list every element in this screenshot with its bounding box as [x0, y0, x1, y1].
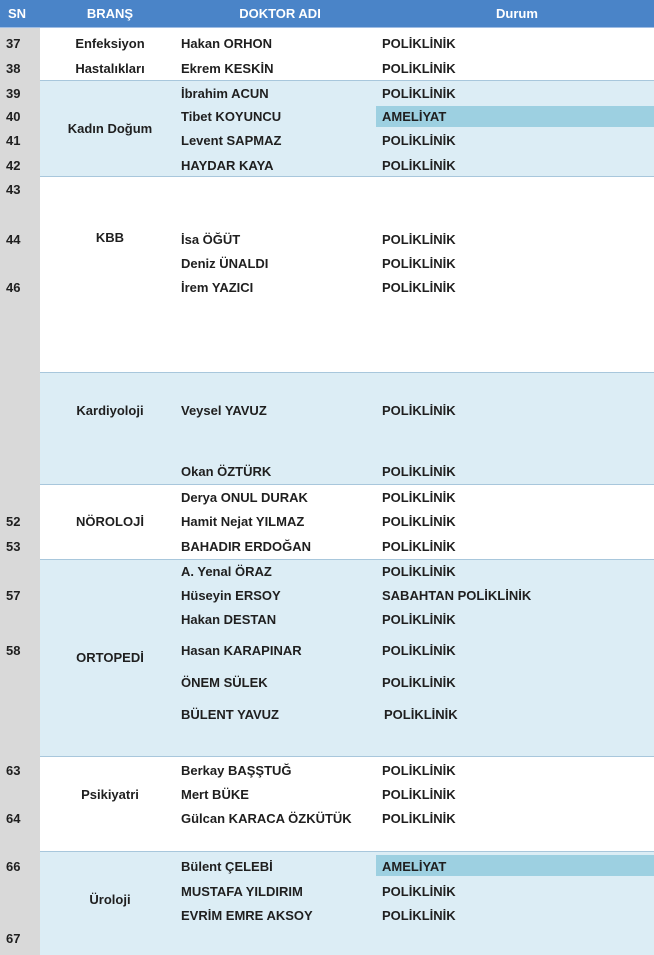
doctor-status: POLİKLİNİK — [382, 539, 456, 554]
doctor-status: POLİKLİNİK — [382, 36, 456, 51]
sn-number: 39 — [6, 86, 21, 101]
doctor-name: Gülcan KARACA ÖZKÜTÜK — [181, 811, 352, 826]
doctor-status: AMELİYAT — [382, 859, 447, 874]
band-kbb — [40, 177, 654, 372]
doctor-name: İrem YAZICI — [181, 280, 254, 295]
doctor-name: Hasan KARAPINAR — [181, 643, 302, 658]
doctor-name: Ekrem KESKİN — [181, 61, 274, 76]
sn-number: 38 — [6, 61, 21, 76]
sn-number: 57 — [6, 588, 21, 603]
sn-number: 43 — [6, 182, 21, 197]
band-divider — [40, 176, 654, 177]
doctor-name: Okan ÖZTÜRK — [181, 464, 272, 479]
band-kardiyoloji — [40, 373, 654, 484]
sn-number: 37 — [6, 36, 21, 51]
doctor-name: Derya ONUL DURAK — [181, 490, 308, 505]
doctor-name: Veysel YAVUZ — [181, 403, 267, 418]
doctor-status: POLİKLİNİK — [382, 787, 456, 802]
sn-number: 64 — [6, 811, 21, 826]
doctor-name: İbrahim ACUN — [181, 86, 269, 101]
doctor-name: Bülent ÇELEBİ — [181, 859, 273, 874]
doctor-status: POLİKLİNİK — [382, 280, 456, 295]
band-divider — [40, 559, 654, 560]
doctor-name: Levent SAPMAZ — [181, 133, 282, 148]
sn-number: 44 — [6, 232, 21, 247]
doctor-status: POLİKLİNİK — [382, 884, 456, 899]
doctor-name: Hakan ORHON — [181, 36, 273, 51]
doctor-name: BÜLENT YAVUZ — [181, 707, 279, 722]
sn-number: 42 — [6, 158, 21, 173]
header-doktor: DOKTOR ADI — [239, 6, 321, 21]
doctor-name: EVRİM EMRE AKSOY — [181, 908, 313, 923]
doctor-status: POLİKLİNİK — [382, 763, 456, 778]
branch-kadin-dogum: Kadın Doğum — [67, 121, 153, 136]
doctor-name: A. Yenal ÖRAZ — [181, 564, 272, 579]
doctor-name: Deniz ÜNALDI — [181, 256, 269, 271]
branch-psikiyatri: Psikiyatri — [81, 787, 139, 802]
branch-ortopedi: ORTOPEDİ — [76, 650, 144, 665]
sn-number: 41 — [6, 133, 21, 148]
doctor-status: POLİKLİNİK — [382, 612, 456, 627]
doctor-name: Tibet KOYUNCU — [181, 109, 282, 124]
doctor-status: POLİKLİNİK — [382, 908, 456, 923]
sn-number: 53 — [6, 539, 21, 554]
band-divider — [40, 756, 654, 757]
doctor-name: HAYDAR KAYA — [181, 158, 274, 173]
header-sn: SN — [7, 6, 27, 21]
doctor-status: POLİKLİNİK — [382, 158, 456, 173]
branch-noroloji: NÖROLOJİ — [76, 514, 144, 529]
doctor-status: POLİKLİNİK — [382, 811, 456, 826]
doctor-status: POLİKLİNİK — [382, 643, 456, 658]
band-divider — [40, 851, 654, 852]
branch-uroloji: Üroloji — [89, 892, 131, 907]
branch-kardiyoloji: Kardiyoloji — [76, 403, 144, 418]
doctor-name: MUSTAFA YILDIRIM — [181, 884, 303, 899]
doctor-status: POLİKLİNİK — [382, 564, 456, 579]
band-divider — [40, 372, 654, 373]
header-brans: BRANŞ — [86, 6, 134, 21]
doctor-name: Hamit Nejat YILMAZ — [181, 514, 305, 529]
doctor-status: POLİKLİNİK — [382, 490, 456, 505]
doctor-name: İsa ÖĞÜT — [181, 232, 241, 247]
doctor-name: Mert BÜKE — [181, 787, 249, 802]
header-durum: Durum — [496, 6, 538, 21]
table-header — [0, 0, 654, 28]
sn-number: 66 — [6, 859, 21, 874]
sn-number: 58 — [6, 643, 21, 658]
sn-number: 63 — [6, 763, 21, 778]
band-divider — [40, 80, 654, 81]
doctor-status: POLİKLİNİK — [382, 256, 456, 271]
doctor-name: Hüseyin ERSOY — [181, 588, 281, 603]
doctor-status: POLİKLİNİK — [382, 232, 456, 247]
branch-enfeksiyon-line2: Hastalıkları — [75, 61, 145, 76]
sn-number: 67 — [6, 931, 21, 946]
doctor-name: Berkay BAŞŞTUĞ — [181, 763, 292, 778]
doctor-status: AMELİYAT — [382, 109, 447, 124]
doctor-name: Hakan DESTAN — [181, 612, 277, 627]
branch-kbb: KBB — [95, 230, 125, 245]
doctor-status: POLİKLİNİK — [382, 86, 456, 101]
doctor-status: SABAHTAN POLİKLİNİK — [382, 588, 532, 603]
doctor-name: ÖNEM SÜLEK — [181, 675, 268, 690]
band-divider — [40, 484, 654, 485]
doctor-status: POLİKLİNİK — [382, 675, 456, 690]
sn-number: 40 — [6, 109, 21, 124]
doctor-status: POLİKLİNİK — [382, 514, 456, 529]
doctor-status: POLİKLİNİK — [382, 464, 456, 479]
doctor-status: POLİKLİNİK — [382, 133, 456, 148]
sn-number: 46 — [6, 280, 21, 295]
doctor-status: POLİKLİNİK — [384, 707, 458, 722]
branch-enfeksiyon-line1: Enfeksiyon — [75, 36, 145, 51]
sn-number: 52 — [6, 514, 21, 529]
doctor-status: POLİKLİNİK — [382, 403, 456, 418]
doctor-name: BAHADIR ERDOĞAN — [181, 539, 311, 554]
doctor-status: POLİKLİNİK — [382, 61, 456, 76]
